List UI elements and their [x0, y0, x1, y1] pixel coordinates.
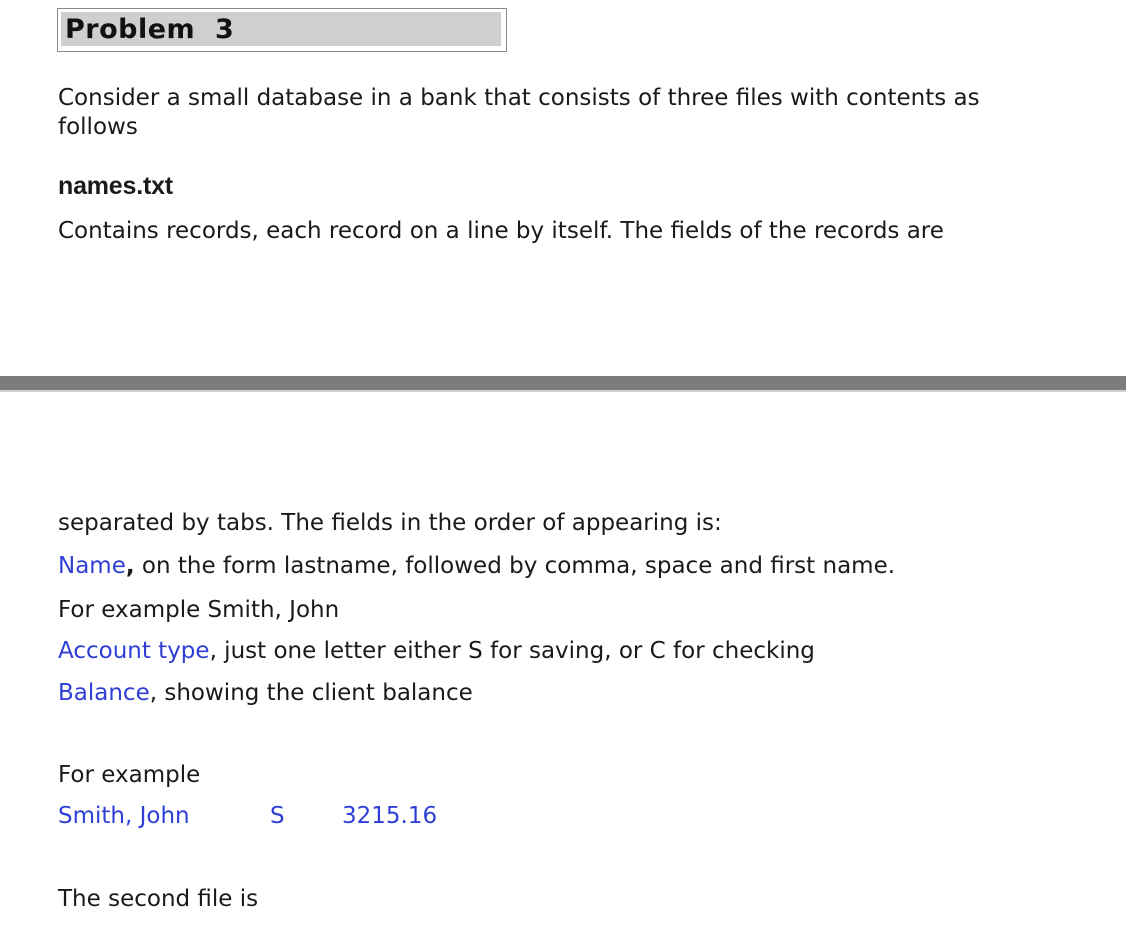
field-account-type-line: [58, 637, 815, 665]
field-account-type-separator: ,: [209, 638, 217, 664]
field-name-separator: ,: [125, 553, 135, 579]
next-file-intro: The second file is: [58, 886, 259, 912]
file1-description: Contains records, each record on a line by itself. The fields of the records are: [58, 218, 944, 244]
page-divider: [0, 376, 1126, 392]
intro-line-2: follows: [58, 114, 138, 140]
fields-intro: separated by tabs. The fields in the order of appearing is:: [58, 510, 722, 536]
field-balance-description: showing the client balance: [157, 680, 473, 706]
example-label: For example: [58, 762, 201, 788]
field-balance-label: Balance: [58, 680, 150, 706]
field-name-label: Name: [58, 553, 126, 579]
field-account-type-label: Account type: [58, 638, 210, 664]
example-record-account-type: S: [270, 803, 285, 829]
intro-line-1: Consider a small database in a bank that consists of three files with contents as: [58, 85, 980, 111]
filename-heading: names.txt: [58, 172, 173, 200]
field-balance-separator: ,: [149, 680, 158, 706]
field-name-description: on the form lastname, followed by comma, space and first name.: [134, 553, 896, 579]
problem-title: Problem 3: [65, 14, 235, 45]
name-example-line: For example Smith, John: [58, 597, 340, 623]
field-balance-line: [58, 679, 473, 707]
field-account-type-description: just one letter either S for saving, or C for checking: [216, 638, 815, 664]
example-record-name: Smith, John: [58, 803, 190, 829]
problem-header-box: [57, 8, 507, 52]
field-name-line: [58, 552, 895, 580]
example-record-balance: 3215.16: [342, 803, 438, 829]
